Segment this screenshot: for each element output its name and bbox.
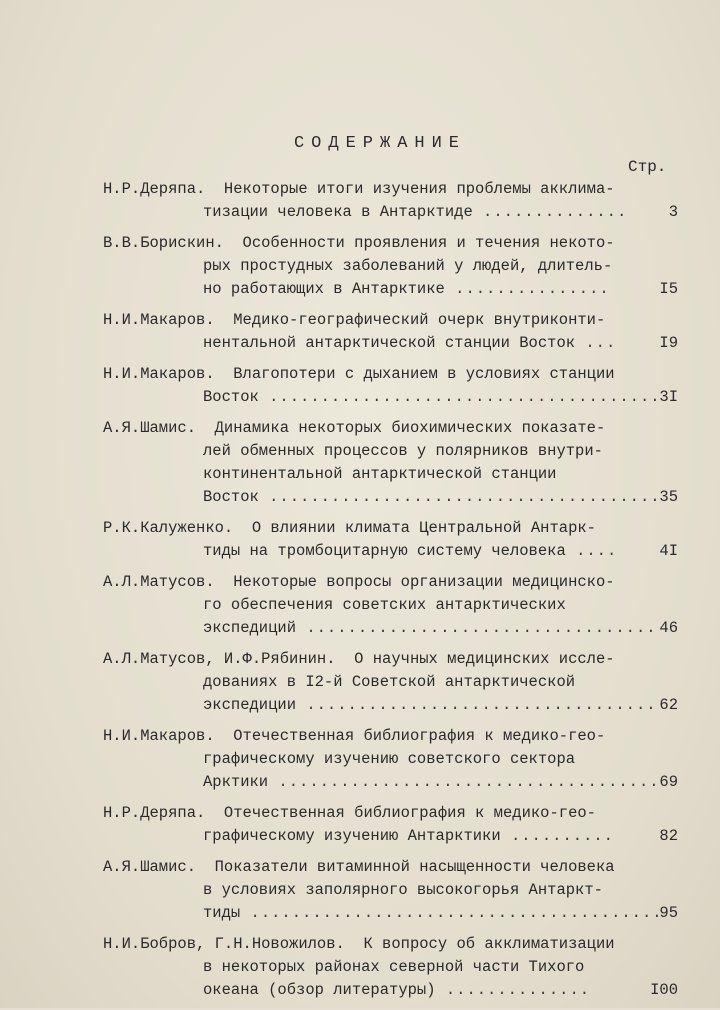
entry-spacer — [103, 717, 683, 725]
toc-entry — [103, 648, 683, 717]
toc-line-text: экспедиции — [203, 696, 297, 714]
toc-entry-text — [103, 232, 618, 301]
toc-line-text: А.Я.Шамис. Динамика некоторых биохимических показате- — [103, 419, 606, 437]
toc-line-text: в некоторых районах северной части Тихого — [203, 958, 585, 976]
toc-entry — [103, 517, 683, 563]
leader-dots: ...................................... — [258, 488, 661, 506]
toc-entry — [103, 725, 683, 794]
toc-entry-title-line — [103, 956, 618, 979]
page-number: 69 — [659, 773, 678, 791]
toc-line-text: Н.Р.Деряпа. Некоторые итоги изучения проблемы акклима- — [103, 180, 615, 198]
toc-entry-title-line — [103, 594, 618, 617]
page-number: 62 — [659, 696, 678, 714]
toc-entry-author-line — [103, 417, 618, 440]
leader-dots: .... — [565, 542, 618, 560]
leader-dots: ...................................... — [258, 388, 661, 406]
toc-line-text: тиды на тромбоцитарную систему человека — [203, 542, 566, 560]
toc-entry-title-line — [103, 825, 618, 848]
toc-line-text: нентальной антарктической станции Восток — [203, 334, 576, 352]
toc-line-text: но работающих в Антарктике — [203, 280, 445, 298]
entry-spacer — [103, 640, 683, 648]
toc-entry-author-line — [103, 933, 618, 956]
toc-entry-text — [103, 178, 628, 224]
toc-entry — [103, 363, 683, 409]
leader-dots: ........................................ — [240, 904, 663, 922]
leader-dots: .............. — [472, 203, 628, 221]
toc-entry-text — [103, 309, 618, 355]
toc-line-text: Н.И.Макаров. Отечественная библиография к медико-гео- — [103, 727, 606, 745]
toc-entry-text — [103, 933, 618, 1002]
toc-line-text: Восток — [203, 488, 259, 506]
page-number: 3 — [668, 203, 678, 221]
entry-spacer — [103, 794, 683, 802]
toc-entry-author-line — [103, 363, 618, 386]
entry-spacer — [103, 925, 683, 933]
toc-entry — [103, 933, 683, 1002]
leader-dots: ... — [575, 334, 617, 352]
toc-entry-title-line — [103, 255, 618, 278]
toc-entry-author-line — [103, 856, 618, 879]
toc-entry-author-line — [103, 517, 618, 540]
toc-entry-title-line — [103, 748, 618, 771]
toc-line-text: тизации человека в Антарктиде — [203, 203, 473, 221]
toc-line-text: экспедиций — [203, 619, 297, 637]
toc-entry-title-line — [103, 979, 618, 1002]
toc-line-text: рых простудных заболеваний у людей, длитель- — [203, 257, 613, 275]
leader-dots: .................................. — [296, 696, 657, 714]
toc-line-text: Н.И.Макаров. Влагопотери с дыханием в условиях станции — [103, 365, 615, 383]
toc-entry-title-line — [103, 201, 628, 224]
page-number: 3I — [659, 388, 678, 406]
toc-entry — [103, 232, 683, 301]
entry-spacer — [103, 563, 683, 571]
toc-line-text: графическому изучению советского сектора — [203, 750, 576, 768]
toc-line-text: А.Л.Матусов. Некоторые вопросы организации медицинско- — [103, 573, 615, 591]
toc-entry-author-line — [103, 725, 618, 748]
page-number: I00 — [650, 981, 678, 999]
entry-spacer — [103, 409, 683, 417]
toc-entry-text — [103, 517, 618, 563]
leader-dots: .......... — [500, 827, 614, 845]
toc-line-text: дованиях в I2-й Советской антарктической — [203, 673, 576, 691]
toc-entry — [103, 178, 683, 224]
page-number: 4I — [659, 542, 678, 560]
page-number: 35 — [659, 488, 678, 506]
toc-line-text: го обеспечения советских антарктических — [203, 596, 566, 614]
leader-dots: ..................................... — [268, 773, 660, 791]
toc-entry-text — [103, 363, 661, 409]
toc-entry — [103, 571, 683, 640]
toc-entry-author-line — [103, 648, 618, 671]
toc-entry-title-line — [103, 386, 661, 409]
leader-dots: .............. — [435, 981, 591, 999]
entry-spacer — [103, 301, 683, 309]
toc-line-text: Восток — [203, 388, 259, 406]
entry-spacer — [103, 509, 683, 517]
toc-entry-title-line — [103, 540, 618, 563]
toc-entry-title-line — [103, 278, 618, 301]
toc-entry-title-line — [103, 694, 657, 717]
toc-entry-text — [103, 856, 663, 925]
toc-entry-title-line — [103, 771, 660, 794]
toc-entry-title-line — [103, 671, 618, 694]
table-of-contents — [103, 178, 683, 1010]
toc-entry-text — [103, 648, 657, 717]
toc-entry — [103, 802, 683, 848]
toc-entry-text — [103, 417, 661, 509]
toc-entry-text — [103, 571, 657, 640]
toc-line-text: графическому изучению Антарктики — [203, 827, 501, 845]
toc-entry-author-line — [103, 802, 618, 825]
page-column-label: Стр. — [628, 158, 667, 176]
entry-spacer — [103, 224, 683, 232]
toc-entry-title-line — [103, 486, 661, 509]
toc-line-text: А.Л.Матусов, И.Ф.Рябинин. О научных медицинских иссле- — [103, 650, 615, 668]
toc-entry — [103, 309, 683, 355]
toc-line-text: Н.Р.Деряпа. Отечественная библиография к медико-гео- — [103, 804, 596, 822]
toc-line-text: тиды — [203, 904, 241, 922]
page-number: I5 — [659, 280, 678, 298]
toc-line-text: А.Я.Шамис. Показатели витаминной насыщенности человека — [103, 858, 615, 876]
page-title: СОДЕРЖАНИЕ — [293, 134, 467, 153]
toc-line-text: Р.К.Калуженко. О влиянии климата Центральной Антарк- — [103, 519, 596, 537]
leader-dots: .................................. — [296, 619, 657, 637]
toc-entry-title-line — [103, 440, 618, 463]
entry-spacer — [103, 1002, 683, 1010]
toc-line-text: в условиях заполярного высокогорья Антаркт- — [203, 881, 603, 899]
entry-spacer — [103, 355, 683, 363]
toc-line-text: континентальной антарктической станции — [203, 465, 557, 483]
toc-line-text: Арктики — [203, 773, 269, 791]
page-number: 82 — [659, 827, 678, 845]
toc-line-text: лей обменных процессов у полярников внутри- — [203, 442, 603, 460]
toc-entry-text — [103, 802, 618, 848]
toc-entry-author-line — [103, 309, 618, 332]
toc-entry-author-line — [103, 178, 618, 201]
toc-line-text: Н.И.Бобров, Г.Н.Новожилов. К вопросу об акклиматизации — [103, 935, 615, 953]
page-number: I9 — [659, 334, 678, 352]
toc-entry-title-line — [103, 902, 663, 925]
toc-entry-title-line — [103, 332, 618, 355]
page-number: 95 — [659, 904, 678, 922]
toc-entry-author-line — [103, 571, 618, 594]
toc-line-text: океана (обзор литературы) — [203, 981, 436, 999]
toc-entry-title-line — [103, 617, 657, 640]
toc-line-text: В.В.Борискин. Особенности проявления и течения некото- — [103, 234, 615, 252]
leader-dots: ............... — [444, 280, 610, 298]
toc-entry-title-line — [103, 463, 618, 486]
toc-entry-title-line — [103, 879, 618, 902]
toc-entry — [103, 856, 683, 925]
entry-spacer — [103, 848, 683, 856]
toc-entry-text — [103, 725, 660, 794]
toc-entry — [103, 417, 683, 509]
toc-line-text: Н.И.Макаров. Медико-географический очерк внутриконти- — [103, 311, 606, 329]
toc-entry-author-line — [103, 232, 618, 255]
page-number: 46 — [659, 619, 678, 637]
